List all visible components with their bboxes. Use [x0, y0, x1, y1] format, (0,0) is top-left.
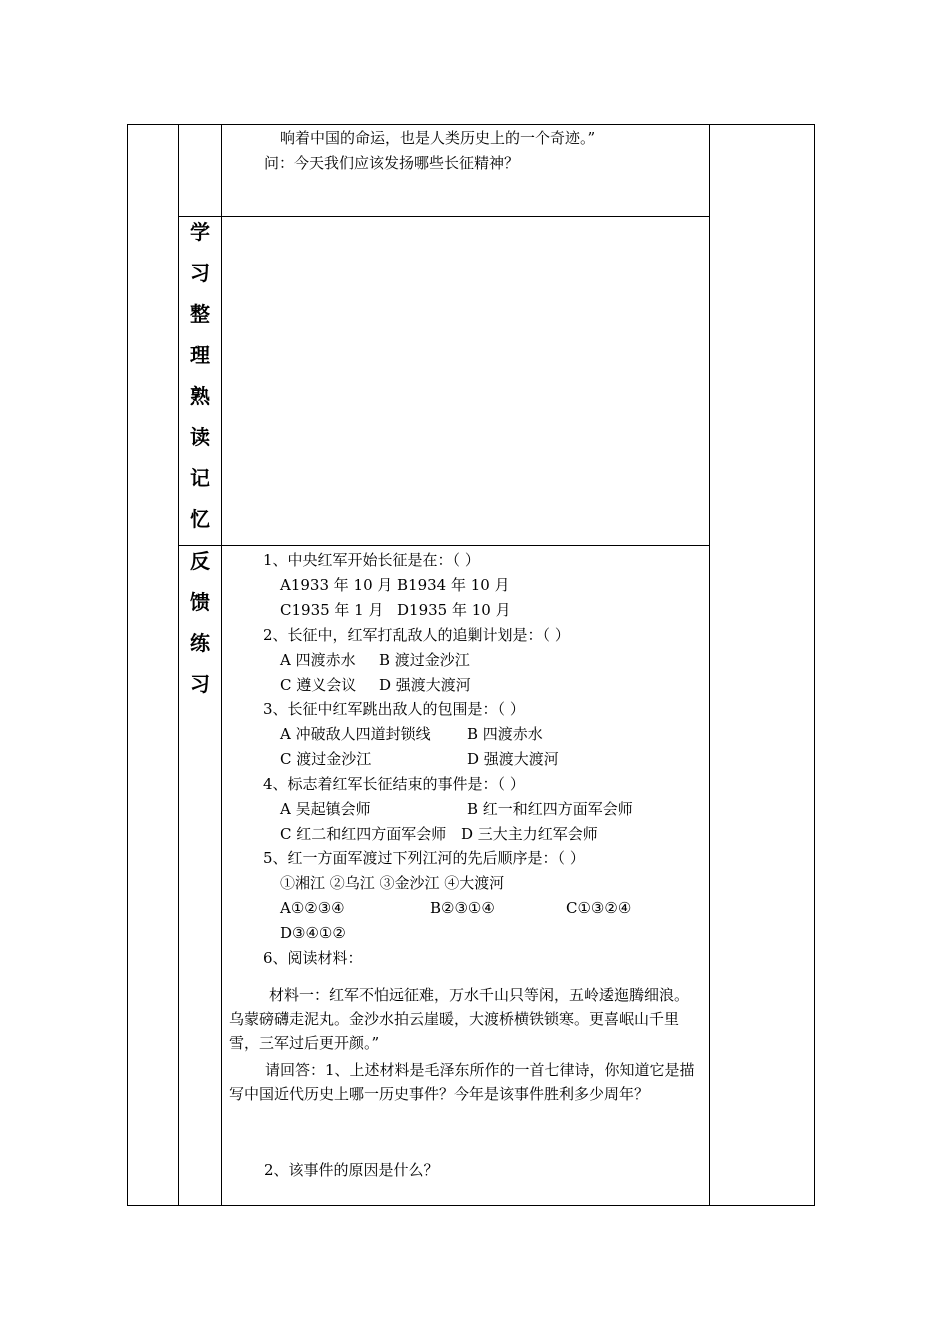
option-b: B 渡过金沙江	[379, 651, 470, 669]
option-a: A 吴起镇会师	[280, 800, 371, 818]
option-a: A 冲破敌人四道封锁线	[280, 725, 431, 743]
row-divider-1	[179, 216, 709, 217]
question-stem: 2、长征中，红军打乱敌人的追剿计划是：（ ）	[263, 626, 570, 644]
table-left-border	[127, 124, 128, 1206]
material-text: 材料一：红军不怕远征难，万水千山只等闲，五岭逶迤腾细浪。乌蒙磅礴走泥丸。金沙水拍云崖暖，大渡桥横铁锁寒。更喜岷山千里雪，三军过后更开颜。”	[229, 986, 690, 1052]
feedback-label-char: 反	[190, 549, 210, 573]
study-label-char: 读	[190, 425, 210, 449]
option-d: D③④①②	[280, 924, 346, 942]
answer-prompt-1: 请回答：1、上述材料是毛泽东所作的一首七律诗，你知道它是描写中国近代历史上哪一历史事件？今年是该事件胜利多少周年？	[229, 1061, 695, 1103]
river-list: ①湘江 ②乌江 ③金沙江 ④大渡河	[280, 874, 505, 892]
study-label-char: 习	[190, 261, 210, 285]
option-b: B 红一和红四方面军会师	[467, 800, 633, 818]
table-top-border	[127, 124, 815, 125]
option-b: B 四渡赤水	[467, 725, 543, 743]
option-b: B1934 年 10 月	[397, 576, 510, 594]
option-c: C①③②④	[566, 899, 632, 917]
question-stem: 3、长征中红军跳出敌人的包围是：（ ）	[263, 700, 525, 718]
option-c: C 红二和红四方面军会师	[280, 825, 447, 843]
option-c: C 渡过金沙江	[280, 750, 372, 768]
feedback-label-char: 练	[190, 631, 210, 655]
option-a: A 四渡赤水	[280, 651, 356, 669]
study-label-char: 学	[190, 220, 210, 244]
answer-prompt-2: 2、该事件的原因是什么？	[264, 1161, 439, 1179]
question-stem: 5、红一方面军渡过下列江河的先后顺序是：（ ）	[263, 849, 585, 867]
table-bottom-border	[127, 1205, 815, 1206]
row-divider-2	[179, 545, 709, 546]
option-c: C 遵义会议	[280, 676, 357, 694]
option-a: A1933 年 10 月	[280, 576, 393, 594]
study-label-char: 忆	[190, 507, 210, 531]
study-label-char: 理	[190, 343, 210, 367]
table-right-border	[814, 124, 815, 1206]
option-c: C1935 年 1 月	[280, 601, 384, 619]
top-line-1: 响着中国的命运，也是人类历史上的一个奇迹。”	[280, 129, 596, 147]
option-d: D 强渡大渡河	[379, 676, 471, 694]
column-divider-3	[709, 124, 710, 1206]
option-d: D 三大主力红军会师	[461, 825, 598, 843]
study-label-char: 熟	[190, 384, 210, 408]
option-a: A①②③④	[280, 899, 345, 917]
question-stem: 1、中央红军开始长征是在：（ ）	[263, 551, 480, 569]
study-section-label	[179, 212, 221, 540]
option-d: D1935 年 10 月	[397, 601, 511, 619]
feedback-label-char: 馈	[190, 590, 210, 614]
top-line-2: 问：今天我们应该发扬哪些长征精神？	[264, 154, 520, 172]
study-label-char: 记	[190, 466, 210, 490]
study-label-char: 整	[190, 302, 210, 326]
question-6-stem: 6、阅读材料：	[263, 949, 363, 967]
feedback-label-char: 习	[190, 672, 210, 696]
option-d: D 强渡大渡河	[467, 750, 559, 768]
option-b: B②③①④	[430, 899, 495, 917]
question-stem: 4、标志着红军长征结束的事件是：（ ）	[263, 775, 525, 793]
column-divider-2	[221, 124, 222, 1206]
feedback-section-label	[179, 541, 221, 705]
